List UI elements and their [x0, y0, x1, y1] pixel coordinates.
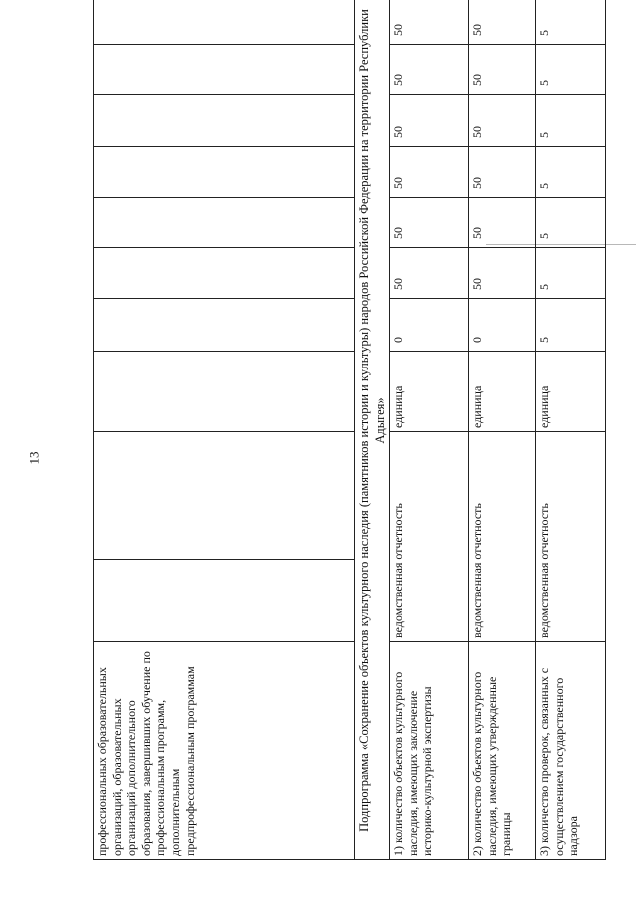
table-row: [469, 0, 536, 860]
indicator-name-cell: 3) количество проверок, связанных с осуществлением государственного надзора: [536, 642, 606, 860]
indicator-name-cell: 1) количество объектов культурного наследия, имеющих заключение историко-культурной экспертизы: [390, 642, 469, 860]
subprogram-title: Подпрограмма «Сохранение объектов культурного наследия (памятников истории и культуры) народов Российской Федерации на территории Республики Адыгея»: [355, 0, 390, 860]
empty-cell: [94, 432, 355, 560]
value-cell: 5: [536, 198, 606, 248]
empty-cell: [94, 352, 355, 432]
empty-cell: [94, 147, 355, 198]
value-cell: 50: [390, 0, 469, 45]
rotated-table-content: [93, 9, 581, 860]
rotated-table-frame: [93, 9, 581, 860]
value-cell: 50: [390, 45, 469, 95]
value-cell: 0: [469, 299, 536, 352]
page-number: 13: [26, 451, 42, 465]
value-cell: 50: [469, 147, 536, 198]
value-cell: 5: [536, 147, 606, 198]
empty-cell: [94, 45, 355, 95]
source-cell: ведомственная отчетность: [536, 432, 606, 642]
empty-cell: [94, 299, 355, 352]
subprogram-row: [355, 0, 390, 860]
value-cell: 50: [469, 0, 536, 45]
empty-cell: [94, 0, 355, 45]
value-cell: 50: [469, 45, 536, 95]
value-cell: 50: [390, 95, 469, 147]
source-cell: ведомственная отчетность: [469, 432, 536, 642]
empty-cell: [94, 95, 355, 147]
source-cell: ведомственная отчетность: [390, 432, 469, 642]
table-row: [536, 0, 606, 860]
empty-cell: [94, 560, 355, 642]
value-cell: 50: [390, 248, 469, 299]
value-cell: 5: [536, 0, 606, 45]
table-row: [390, 0, 469, 860]
value-cell: 5: [536, 299, 606, 352]
value-cell: 5: [536, 248, 606, 299]
indicators-table: [93, 0, 606, 860]
value-cell: 50: [390, 198, 469, 248]
value-cell: 5: [536, 45, 606, 95]
indicator-name-cell: 2) количество объектов культурного наследия, имеющих утвержденные границы: [469, 642, 536, 860]
value-cell: 50: [469, 198, 536, 248]
table-row-continuation: [94, 0, 355, 860]
empty-cell: [94, 198, 355, 248]
empty-cell: [94, 248, 355, 299]
value-cell: 5: [536, 95, 606, 147]
value-cell: 50: [469, 95, 536, 147]
unit-cell: единица: [469, 352, 536, 432]
value-cell: 0: [390, 299, 469, 352]
indicator-name-cell: профессиональных образовательных организаций, образовательных организаций дополнительного образования, завершивших обучение по профессиональным программ, дополнительным предпрофессиональным программам: [94, 642, 355, 860]
value-cell: 50: [390, 147, 469, 198]
value-cell: 50: [469, 248, 536, 299]
unit-cell: единица: [390, 352, 469, 432]
unit-cell: единица: [536, 352, 606, 432]
